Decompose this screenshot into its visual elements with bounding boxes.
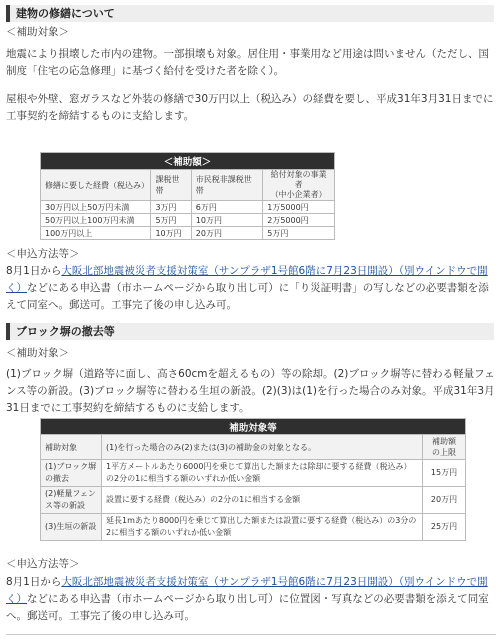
table-cell: 設置に要する経費（税込み）の2分の1に相当する金額 [102,487,423,514]
table-cell: 5万円 [151,214,191,227]
section-heading-building-repair: 建物の修繕について [6,5,494,22]
table-cell: (2)軽量フェン ス等の新設 [41,487,102,514]
apply-description [6,263,496,314]
table-cell: 100万円以上 [41,227,151,240]
table-row [41,487,466,514]
table-row [41,514,466,541]
table-caption: ＜補助額＞ [41,153,335,170]
table-cell: 6万円 [191,201,262,214]
table-row [41,227,335,240]
table-cell: 延長1mあたり8000円を乗じて算出した額または設置に要する経費（税込み）の3分の2に相当する額のいずれか低い金額 [102,514,423,541]
table-cell: 2万5000円 [263,214,335,227]
table-cell: 25万円 [423,514,466,541]
table-cell: 10万円 [151,227,191,240]
table-row [41,460,466,487]
apply-description [6,574,496,625]
table-cell: 20万円 [191,227,262,240]
table-header: 補助対象 [41,435,102,460]
apply-label: ＜申込方法等＞ [6,558,80,570]
table-caption: 補助対象等 [41,419,466,435]
apply-text-pre: 8月1日から [6,265,62,277]
table-cell: 15万円 [423,460,466,487]
table-cell: 10万円 [191,214,262,227]
subsidy-amount-table [40,152,335,240]
table-cell: 30万円以上50万円未満 [41,201,151,214]
support-office-link[interactable]: 大阪北部地震被災者支援対策室（サンプラザ1号館6階に7月23日開設）（別ウインドウで開く） [6,265,488,294]
table-header: 修繕に要した経費（税込み） [41,170,151,201]
condition-description: 屋根や外壁、窓ガラスなど外装の修繕で30万円以上（税込み）の経費を要し、平成31年3月31日までに工事契約を締結するものに支給します。 [6,93,494,122]
subsidy-target-table [40,418,466,541]
target-label: ＜補助対象＞ [6,26,69,38]
table-cell: 1平方メートルあたり6000円を乗じて算出した額または除却に要する経費（税込み）の2分の1に相当する額のいずれか低い金額 [102,460,423,487]
apply-text-post: などにある申込書（市ホームページから取り出し可）に位置図・写真などの必要書類を添えて同室へ。郵送可。工事完了後の申し込み可。 [6,593,489,622]
table-cell: 50万円以上100万円未満 [41,214,151,227]
table-header: 補助額 の上限 [423,435,466,460]
table-row [41,214,335,227]
apply-text-post: などにある申込書（市ホームページから取り出し可）に「り災証明書」の写しなどの必要書類を添えて同室へ。郵送可。工事完了後の申し込み可。 [6,282,489,311]
table-row [41,201,335,214]
table-header: 課税世帯 [151,170,191,201]
support-office-link[interactable]: 大阪北部地震被災者支援対策室（サンプラザ1号館6階に7月23日開設）（別ウインドウで開く） [6,576,488,605]
target-label: ＜補助対象＞ [6,347,69,359]
table-header: 市民税非課税世帯 [191,170,262,201]
table-cell: 1万5000円 [263,201,335,214]
table-cell: (1)ブロック塀 の撤去 [41,460,102,487]
apply-label: ＜申込方法等＞ [6,248,80,260]
table-cell: 3万円 [151,201,191,214]
section-heading-block-wall: ブロック塀の撤去等 [6,323,494,340]
divider [6,634,496,635]
target-description: (1)ブロック塀（道路等に面し、高さ60cmを超えるもの）等の除却。(2)ブロック塀等に替わる軽量フェンス等の新設。(3)ブロック塀等に替わる生垣の新設。(2)(3)は(1)を行った場合のみ対象。平成31年3月31日までに工事契約を締結するものに支給します。 [6,368,495,414]
table-header: (1)を行った場合のみ(2)または(3)の補助金の対象となる。 [102,435,423,460]
table-header: 給付対象の事業者 （中小企業者） [263,170,335,201]
apply-text-pre: 8月1日から [6,576,62,588]
target-description: 地震により損壊した市内の建物。一部損壊も対象。居住用・事業用など用途は問いません（ただし、国制度「住宅の応急修理」に基づく給付を受けた者を除く）。 [6,48,489,77]
table-cell: 5万円 [263,227,335,240]
table-cell: (3)生垣の新設 [41,514,102,541]
table-cell: 20万円 [423,487,466,514]
